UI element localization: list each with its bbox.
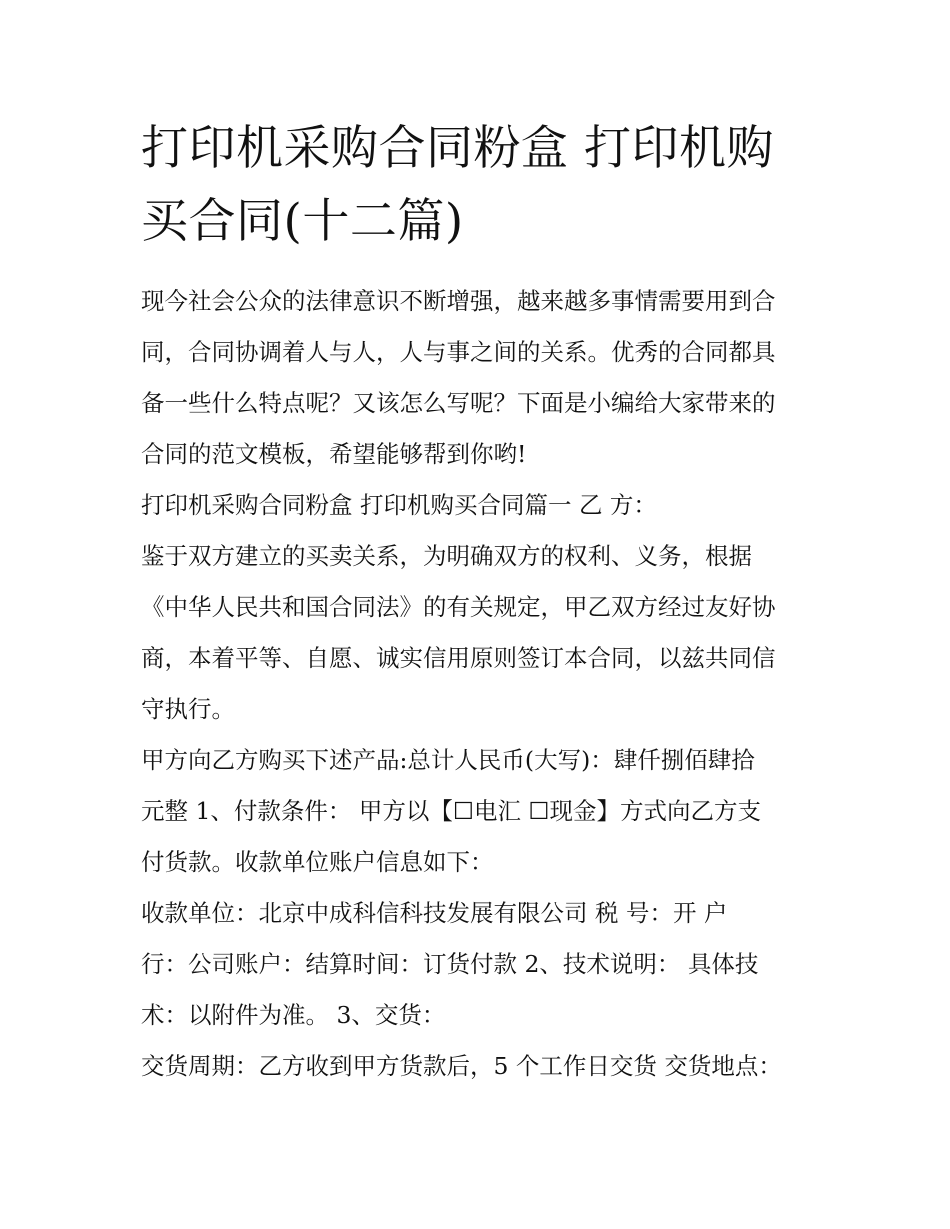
text-line: 付货款。收款单位账户信息如下： bbox=[141, 848, 494, 876]
text-line: 打印机采购合同粉盒 打印机购买合同篇一 乙 方： bbox=[141, 491, 657, 519]
document-body bbox=[141, 112, 821, 1092]
document-title bbox=[141, 112, 821, 258]
text-line: 同，合同协调着人与人，人与事之间的关系。优秀的合同都具 bbox=[141, 338, 776, 366]
text-line: 行：公司账户：结算时间：订货付款 2、技术说明： 具体技 bbox=[141, 950, 759, 978]
title-line: 打印机采购合同粉盒 打印机购 bbox=[141, 121, 774, 176]
text-line: 鉴于双方建立的买卖关系，为明确双方的权利、义务，根据 bbox=[141, 542, 752, 570]
text-line: 守执行。 bbox=[141, 695, 235, 723]
text-line: 备一些什么特点呢？又该怎么写呢？下面是小编给大家带来的 bbox=[141, 389, 776, 417]
text-line: 商，本着平等、自愿、诚实信用原则签订本合同，以兹共同信 bbox=[141, 644, 776, 672]
text-line: 交货周期：乙方收到甲方货款后，5 个工作日交货 交货地点： bbox=[141, 1052, 782, 1080]
account-paragraph bbox=[141, 888, 821, 1041]
text-line: 术：以附件为准。 3、交货： bbox=[141, 1001, 446, 1029]
text-line: 《中华人民共和国合同法》的有关规定，甲乙双方经过友好协 bbox=[141, 593, 776, 621]
preamble-paragraph bbox=[141, 531, 821, 735]
text-line: 现今社会公众的法律意识不断增强，越来越多事情需要用到合 bbox=[141, 287, 776, 315]
intro-paragraph bbox=[141, 276, 821, 480]
section-heading-paragraph bbox=[141, 480, 821, 531]
text-line: 元整 1、付款条件： 甲方以【☐电汇 ☐现金】方式向乙方支 bbox=[141, 797, 761, 825]
delivery-paragraph bbox=[141, 1041, 821, 1092]
payment-paragraph bbox=[141, 735, 821, 888]
text-line: 合同的范文模板，希望能够帮到你哟! bbox=[141, 440, 527, 468]
title-line: 买合同(十二篇) bbox=[141, 194, 464, 249]
text-line: 甲方向乙方购买下述产品:总计人民币(大写)：肆仟捌佰肆拾 bbox=[141, 746, 755, 774]
text-line: 收款单位：北京中成科信科技发展有限公司 税 号：开 户 bbox=[141, 899, 728, 927]
